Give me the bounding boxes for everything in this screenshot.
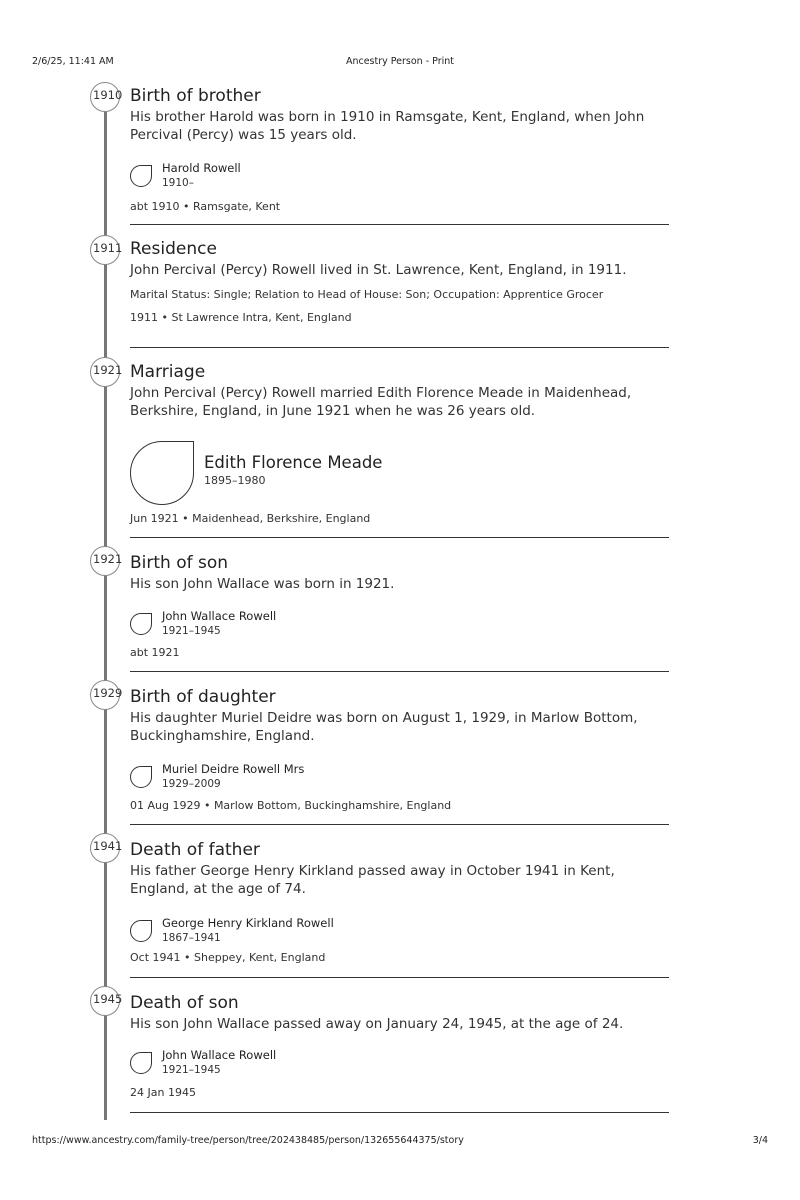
year-badge: 1911 [90,235,120,265]
year-badge: 1929 [90,680,120,710]
year-badge: 1941 [90,833,120,863]
event-title: Birth of brother [130,86,261,106]
person-name[interactable]: Harold Rowell [162,161,241,175]
person-name[interactable]: George Henry Kirkland Rowell [162,916,334,930]
event-date-place: 1911 • St Lawrence Intra, Kent, England [130,311,352,324]
event-divider [130,537,669,538]
event-divider [130,977,669,978]
event-title: Death of father [130,840,260,860]
person-name[interactable]: Muriel Deidre Rowell Mrs [162,762,305,776]
timeline-event-birth-of-daughter [130,687,669,827]
event-divider [130,347,669,348]
event-date-place: abt 1921 [130,646,180,659]
print-url[interactable]: https://www.ancestry.com/family-tree/person/tree/202438485/person/132655644375/story [32,1135,464,1146]
timeline-event-residence [130,239,669,351]
print-header [32,56,768,70]
event-date-place: abt 1910 • Ramsgate, Kent [130,200,281,213]
person-avatar-icon [130,165,152,187]
event-date-place: 24 Jan 1945 [130,1086,196,1099]
person-dates: 1929–2009 [162,778,221,790]
timeline-event-death-of-father [130,840,669,980]
print-date: 2/6/25, 11:41 AM [32,56,114,67]
event-description: His daughter Muriel Deidre was born on August 1, 1929, in Marlow Bottom, Buckinghamshire, England. [130,710,638,744]
person-avatar-icon [130,920,152,942]
event-title: Marriage [130,362,206,382]
person-name[interactable]: John Wallace Rowell [162,1048,277,1062]
print-title: Ancestry Person - Print [345,56,455,67]
event-divider [130,671,669,672]
page-number: 3/4 [752,1135,768,1146]
event-title: Birth of son [130,553,229,573]
spouse-dates: 1895–1980 [204,474,266,487]
year-badge: 1921 [90,546,120,576]
event-description: His son John Wallace was born in 1921. [130,576,395,592]
event-description: John Percival (Percy) Rowell married Edith Florence Meade in Maidenhead, Berkshire, England, in June 1921 when he was 26 years old. [130,385,632,419]
print-footer [32,1135,768,1149]
person-dates: 1910– [162,177,194,189]
event-description: His father George Henry Kirkland passed away in October 1941 in Kent, England, at the age of 74. [130,863,615,897]
event-title: Residence [130,239,217,259]
year-badge: 1921 [90,357,120,387]
event-divider [130,824,669,825]
event-title: Death of son [130,993,239,1013]
person-dates: 1921–1945 [162,625,221,637]
person-avatar-icon [130,1052,152,1074]
year-badge: 1910 [90,82,120,112]
event-divider [130,1112,669,1113]
event-description: His son John Wallace passed away on January 24, 1945, at the age of 24. [130,1016,624,1032]
timeline-event-marriage [130,362,669,542]
spouse-avatar-icon [130,441,194,505]
person-dates: 1867–1941 [162,932,221,944]
spouse-name[interactable]: Edith Florence Meade [204,453,383,472]
event-divider [130,224,669,225]
event-date-place: Jun 1921 • Maidenhead, Berkshire, England [130,512,371,525]
event-date-place: 01 Aug 1929 • Marlow Bottom, Buckinghamshire, England [130,799,452,812]
timeline-event-death-of-son [130,993,669,1115]
year-badge: 1945 [90,986,120,1016]
person-avatar-icon [130,613,152,635]
person-dates: 1921–1945 [162,1064,221,1076]
timeline-event-birth-of-son [130,553,669,675]
event-description: His brother Harold was born in 1910 in Ramsgate, Kent, England, when John Percival (Percy) was 15 years old. [130,109,645,143]
event-date-place: Oct 1941 • Sheppey, Kent, England [130,951,326,964]
person-avatar-icon [130,766,152,788]
person-name[interactable]: John Wallace Rowell [162,609,277,623]
timeline-event-birth-of-brother [130,86,669,226]
event-title: Birth of daughter [130,687,276,707]
event-detail: Marital Status: Single; Relation to Head of House: Son; Occupation: Apprentice Grocer [130,288,604,301]
event-description: John Percival (Percy) Rowell lived in St. Lawrence, Kent, England, in 1911. [130,262,627,278]
